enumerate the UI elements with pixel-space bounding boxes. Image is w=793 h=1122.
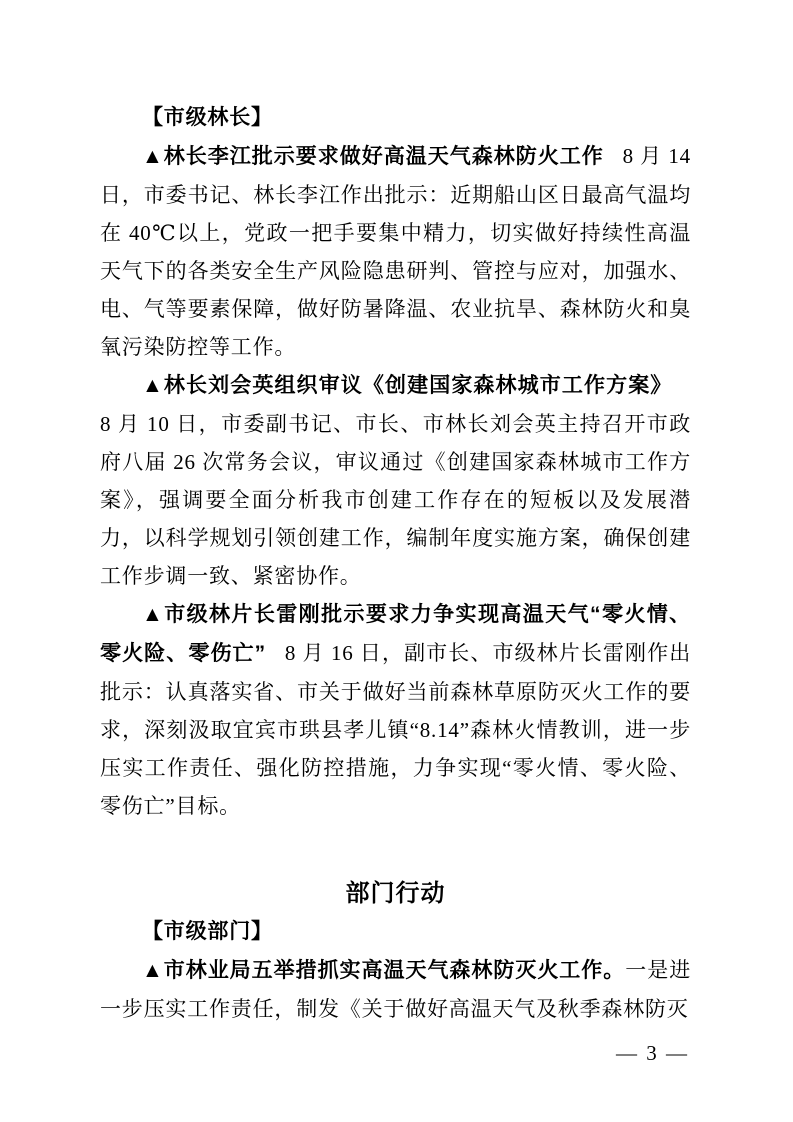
section-heading-department-actions: 部门行动 — [345, 880, 446, 907]
paragraph-liu-huiying-body: 8 月 10 日，市委副书记、市长、市林长刘会英主持召开市政府八届 26 次常务会议，审议通过《创建国家森林城市工作方案》，强调要全面分析我市创建工作存在的短板以及发展潜力，以科学规划引领创建工作，编制年度实施方案，确保创建工作步调一致、紧密协作。 — [100, 412, 691, 588]
section-label-city-departments: 【市级部门】 — [142, 920, 273, 943]
paragraph-lei-gang-lead: ▲市级林片长雷刚批示要求力争实现高温天气“零火情、零火险、零伤亡” — [100, 603, 691, 665]
paragraph-lei-gang — [100, 595, 691, 825]
paragraph-liu-huiying — [100, 366, 691, 595]
page-content — [100, 99, 691, 1028]
paragraph-forestry-bureau — [100, 951, 691, 1028]
paragraph-li-jiang — [100, 137, 691, 366]
paragraph-liu-huiying-lead: ▲林长刘会英组织审议《创建国家森林城市工作方案》 — [142, 374, 673, 397]
paragraph-li-jiang-lead: ▲林长李江批示要求做好高温天气森林防火工作 — [142, 145, 604, 168]
paragraph-lei-gang-body: 8 月 16 日，副市长、市级林片长雷刚作出批示：认真落实省、市关于做好当前森林草原防灭火工作的要求，深刻汲取宜宾市珙县孝儿镇“8.14”森林火情教训，进一步压实工作责任、强化防控措施，力争实现“零火情、零火险、零伤亡”目标。 — [100, 641, 691, 818]
paragraph-li-jiang-body: 8 月 14 日，市委书记、林长李江作出批示：近期船山区日最高气温均在 40℃以上，党政一把手要集中精力，切实做好持续性高温天气下的各类安全生产风险隐患研判、管控与应对，加强水、电、气等要素保障，做好防暑降温、农业抗旱、森林防火和臭氧污染防控等工作。 — [100, 144, 691, 359]
paragraph-forestry-bureau-body: 一是进一步压实工作责任，制发《关于做好高温天气及秋季森林防灭 — [100, 958, 692, 1021]
page-number: — 3 — — [616, 1041, 689, 1065]
paragraph-forestry-bureau-lead: ▲市林业局五举措抓实高温天气森林防灭火工作。 — [142, 959, 626, 982]
section-label-city-forest-chiefs: 【市级林长】 — [142, 106, 273, 129]
